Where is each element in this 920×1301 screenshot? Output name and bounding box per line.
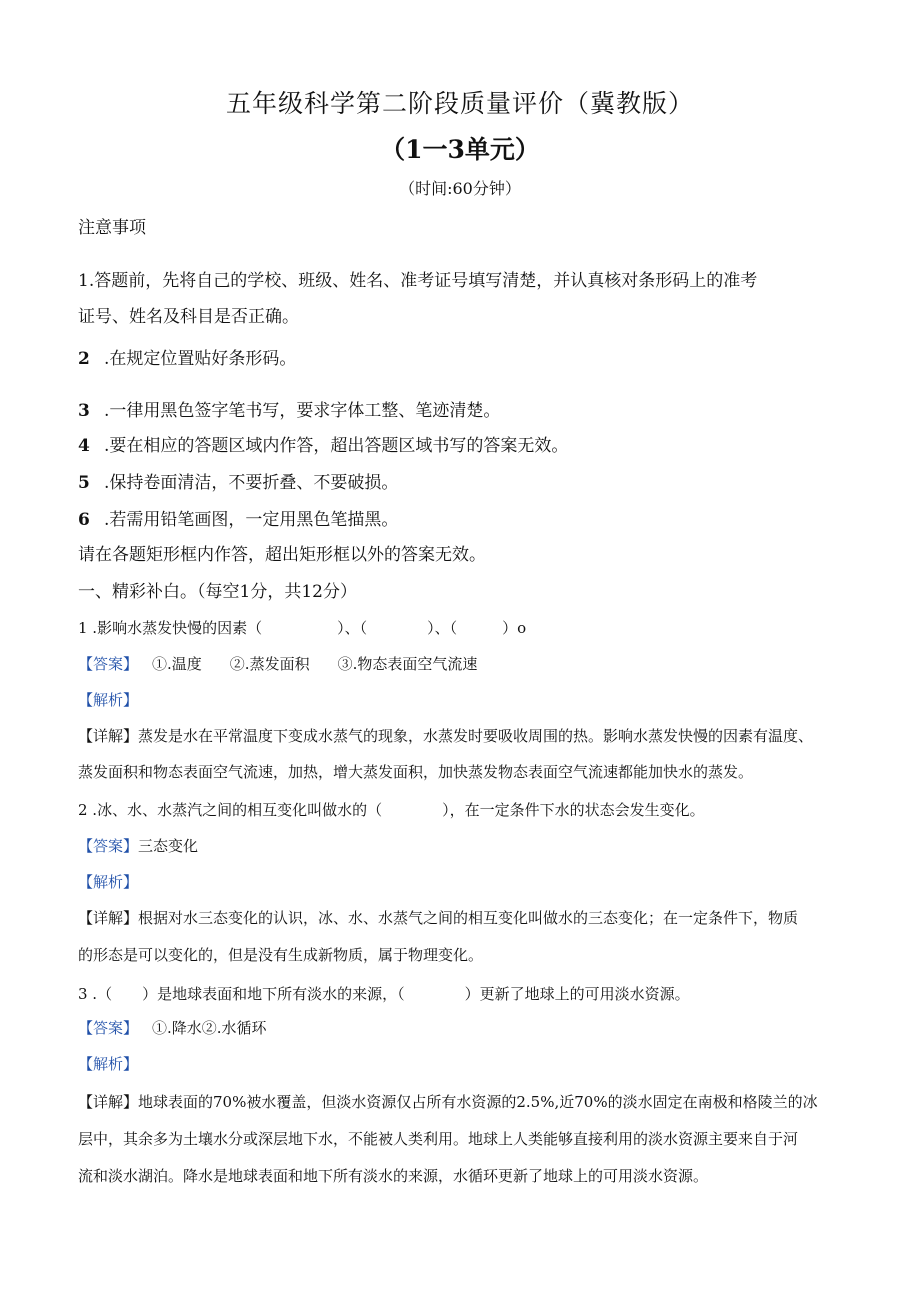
- notice-item-text: .一律用黑色签字笔书写，要求字体工整、笔迹清楚。: [104, 401, 501, 421]
- notice-item-text: .在规定位置贴好条形码。: [104, 349, 297, 369]
- exam-time: （时间:60分钟）: [399, 179, 521, 198]
- question-2-analysis: [78, 871, 138, 892]
- notice-footer: 请在各题矩形框内作答，超出矩形框以外的答案无效。: [78, 545, 486, 565]
- answer-part: ①.降水②.水循环: [152, 1019, 267, 1037]
- answer-part: ③.物态表面空气流速: [337, 655, 478, 673]
- notice-item-6: [78, 505, 398, 530]
- notice-item-4: [78, 431, 568, 456]
- question-3-analysis: [78, 1053, 138, 1074]
- question-2-detail-line-1: [78, 907, 798, 928]
- detail-tag: 【详解】: [78, 727, 139, 745]
- notice-item-number: 4: [78, 436, 90, 456]
- detail-tag: 【详解】: [78, 909, 139, 927]
- question-2-stem: 2 .冰、水、水蒸汽之间的相互变化叫做水的（ ），在一定条件下水的状态会发生变化。: [78, 801, 705, 819]
- question-1-detail-line-2: 蒸发面积和物态表面空气流速，加热，增大蒸发面积，加快蒸发物态表面空气流速都能加快水的蒸发。: [78, 763, 754, 781]
- answer-part: 三态变化: [138, 837, 199, 855]
- page-title: 五年级科学第二阶段质量评价（冀教版）: [225, 89, 694, 118]
- notice-item-1-line-1: 1.答题前，先将自己的学校、班级、姓名、准考证号填写清楚，并认真核对条形码上的准考: [78, 271, 758, 291]
- question-3-detail-line-3: 流和淡水湖泊。降水是地球表面和地下所有淡水的来源，水循环更新了地球上的可用淡水资源。: [78, 1167, 709, 1185]
- answer-tag: 【答案】: [78, 1019, 139, 1037]
- notice-item-5: [78, 468, 398, 493]
- answer-tag: 【答案】: [78, 837, 139, 855]
- answer-part: ②.蒸发面积: [229, 655, 310, 673]
- notice-item-text: .要在相应的答题区域内作答，超出答题区域书写的答案无效。: [104, 436, 569, 456]
- question-1-stem: 1 .影响水蒸发快慢的因素（ ）、（ ）、（ ）o: [78, 619, 527, 637]
- question-3-answer: [78, 1017, 267, 1038]
- question-2-answer: [78, 835, 198, 856]
- notice-item-text: .保持卷面清洁，不要折叠、不要破损。: [104, 473, 399, 493]
- answer-part: ①.温度: [152, 655, 202, 673]
- question-1-analysis: [78, 689, 138, 710]
- detail-text: 根据对水三态变化的认识，冰、水、水蒸气之间的相互变化叫做水的三态变化；在一定条件下，物质: [138, 909, 799, 927]
- analysis-tag: 【解析】: [78, 691, 139, 709]
- question-3-detail-line-2: 层中，其余多为土壤水分或深层地下水，不能被人类利用。地球上人类能够直接利用的淡水资源主要来自于河: [78, 1130, 799, 1148]
- analysis-tag: 【解析】: [78, 1055, 139, 1073]
- analysis-tag: 【解析】: [78, 873, 139, 891]
- notice-item-number: 2: [78, 349, 90, 369]
- question-1-answer: [78, 653, 477, 674]
- notice-item-number: 6: [78, 510, 90, 530]
- notice-item-3: [78, 396, 500, 421]
- question-3-stem: 3 .（ ）是地球表面和地下所有淡水的来源，（ ）更新了地球上的可用淡水资源。: [78, 985, 690, 1003]
- notice-item-number: 3: [78, 401, 90, 421]
- question-2-detail-line-2: 的形态是可以变化的，但是没有生成新物质，属于物理变化。: [78, 946, 484, 964]
- section-heading: 一、精彩补白。（每空1分，共12分）: [78, 582, 357, 602]
- notice-item-1-line-2: 证号、姓名及科目是否正确。: [78, 307, 299, 327]
- question-1-detail-line-1: [78, 725, 813, 746]
- notice-item-2: [78, 344, 296, 369]
- notice-item-text: .若需用铅笔画图，一定用黑色笔描黑。: [104, 510, 399, 530]
- question-3-detail-line-1: [78, 1091, 818, 1112]
- notice-heading: 注意事项: [78, 218, 146, 238]
- detail-text: 蒸发是水在平常温度下变成水蒸气的现象，水蒸发时要吸收周围的热。影响水蒸发快慢的因素有温度、: [138, 727, 814, 745]
- notice-item-number: 5: [78, 473, 90, 493]
- page-subtitle: （1一3单元）: [380, 135, 540, 164]
- detail-text: 地球表面的70%被水覆盖，但淡水资源仅占所有水资源的2.5%,近70%的淡水固定在南极和格陵兰的冰: [138, 1093, 818, 1111]
- answer-tag: 【答案】: [78, 655, 139, 673]
- detail-tag: 【详解】: [78, 1093, 139, 1111]
